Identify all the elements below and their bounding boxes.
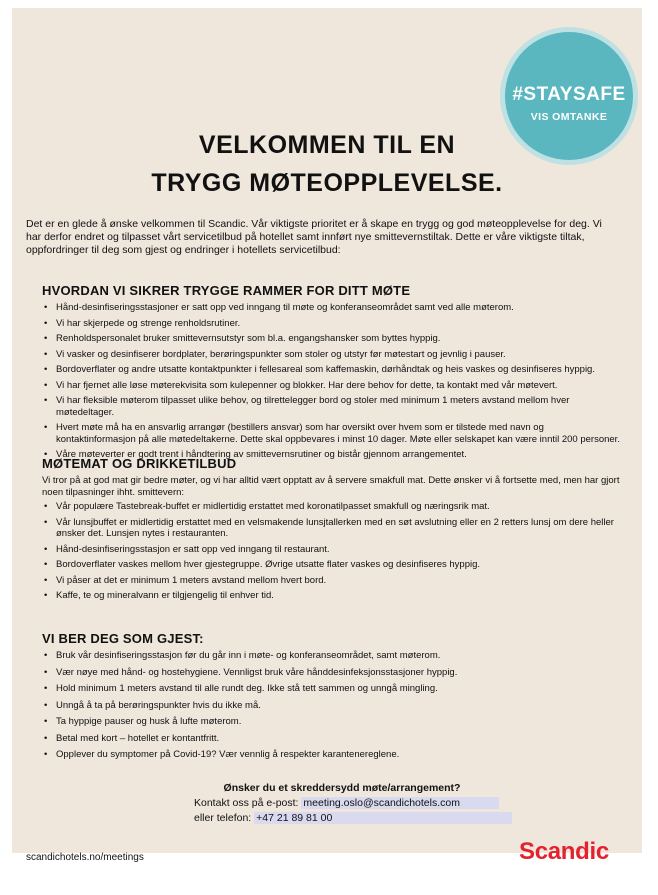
intro-paragraph: Det er en glede å ønske velkommen til Scandic. Vår viktigste prioritet er å skape en trygg og god møteopplevelse for deg. Vi har derfor endret og tilpasset vårt servicetilbud på hotellet samt innført nye smittevernstiltak. Dette er våre viktigste tiltak, oppfordringer til deg som gjest og endringer i hotellets servicetilbud: — [26, 218, 602, 256]
page-title — [72, 126, 582, 202]
section-heading: MØTEMAT OG DRIKKETILBUD — [42, 456, 237, 471]
bullet-list — [42, 501, 622, 602]
list-item: • Vår lunsjbuffet er midlertidig erstattet med en velsmakende lunsjtallerken med en søt avslutning eller en 2 retters lunsj om dere heller ønsker det. Lunsjen nytes i restauranten. — [42, 517, 622, 540]
list-item: • Kaffe, te og mineralvann er tilgjengelig til enhver tid. — [42, 590, 622, 602]
title-line-1: VELKOMMEN TIL EN — [198, 131, 456, 159]
list-item: • Ta hyppige pauser og husk å lufte møterom. — [42, 716, 622, 728]
bullet-list — [42, 650, 622, 761]
list-item: • Vi har skjerpede og strenge renholdsrutiner. — [42, 318, 622, 330]
cta-email-line — [194, 797, 499, 809]
scandic-logo: Scandic — [519, 838, 609, 865]
section-heading: VI BER DEG SOM GJEST: — [42, 631, 204, 646]
phone-label: eller telefon: — [194, 812, 252, 824]
list-item: • Vi har fleksible møterom tilpasset ulike behov, og tilrettelegger bord og stoler med minimum 1 meters avstand mellom hver møtedeltager. — [42, 395, 622, 418]
section-heading: HVORDAN VI SIKRER TRYGGE RAMMER FOR DITT MØTE — [42, 283, 411, 298]
list-item: • Vi påser at det er minimum 1 meters avstand mellom hvert bord. — [42, 575, 622, 587]
section-guest — [42, 631, 622, 766]
cta-question: Ønsker du et skreddersydd møte/arrangement? — [223, 782, 461, 794]
list-item: • Bordoverflater vaskes mellom hver gjestegruppe. Øvrige utsatte flater vaskes og desinfiseres hyppig. — [42, 559, 622, 571]
list-item: • Hånd-desinfiseringsstasjon er satt opp ved inngang til restaurant. — [42, 544, 622, 556]
phone-link[interactable]: +47 21 89 81 00 — [254, 812, 512, 824]
list-item: • Renholdspersonalet bruker smittevernsutstyr som bl.a. engangshansker som byttes hyppig. — [42, 333, 622, 345]
footer-url[interactable]: scandichotels.no/meetings — [26, 852, 144, 863]
list-item: • Vi har fjernet alle løse møterekvisita som kulepenner og blokker. Har dere behov for dette, ta kontakt med vår møtevert. — [42, 380, 622, 392]
list-item: • Våre møteverter er godt trent i håndtering av smittevernsrutiner og bistår gjennom arrangementet. — [42, 449, 622, 461]
section-safety — [42, 283, 622, 465]
list-item: • Hånd-desinfiseringsstasjoner er satt opp ved inngang til møte og konferanseområdet samt ved alle møterom. — [42, 302, 622, 314]
list-item: • Bordoverflater og andre utsatte kontaktpunkter i fellesareal som kaffemaskin, dørhåndtak og heis vaskes og desinfiseres hyppig. — [42, 364, 622, 376]
list-item: • Vær nøye med hånd- og hostehygiene. Vennligst bruk våre hånddesinfeksjonsstasjoner hyppig. — [42, 667, 622, 679]
badge-hashtag: #STAYSAFE — [512, 84, 626, 105]
list-item: • Hold minimum 1 meters avstand til alle rundt deg. Ikke stå tett sammen og unngå mingling. — [42, 683, 622, 695]
email-link[interactable]: meeting.oslo@scandichotels.com — [301, 797, 499, 809]
list-item: • Opplever du symptomer på Covid-19? Vær vennlig å respekter karantenereglene. — [42, 749, 622, 761]
email-label: Kontakt oss på e-post: — [194, 797, 299, 809]
title-line-2: TRYGG MØTEOPPLEVELSE. — [151, 169, 503, 197]
list-item: • Vår populære Tastebreak-buffet er midlertidig erstattet med koronatilpasset smakfull og næringsrik mat. — [42, 501, 622, 513]
section-intro: Vi tror på at god mat gir bedre møter, og vi har alltid vært opptatt av å servere smakfull mat. Dette ønsker vi å fortsette med, men har gjort noen tilpasninger ihht. smittevern: — [42, 475, 620, 498]
list-item: • Bruk vår desinfiseringsstasjon før du går inn i møte- og konferanseområdet, samt møterom. — [42, 650, 622, 662]
cta-phone-line — [194, 812, 512, 824]
section-food — [42, 456, 622, 606]
list-item: • Unngå å ta på berøringspunkter hvis du ikke må. — [42, 700, 622, 712]
list-item: • Hvert møte må ha en ansvarlig arrangør (bestillers ansvar) som har oversikt over hvem som er tilstede med navn og kontaktinformasjon på alle møtedeltakerne. Dette skal oppbevares i minst 10 dager. Møte eller selskapet kan være inntil 200 personer. — [42, 422, 622, 445]
list-item: • Betal med kort – hotellet er kontantfritt. — [42, 733, 622, 745]
badge-tagline: VIS OMTANKE — [530, 111, 608, 123]
bullet-list — [42, 302, 622, 461]
flyer-page — [12, 8, 642, 853]
list-item: • Vi vasker og desinfiserer bordplater, berøringspunkter som stoler og utstyr før møtestart og jevnlig i pauser. — [42, 349, 622, 361]
